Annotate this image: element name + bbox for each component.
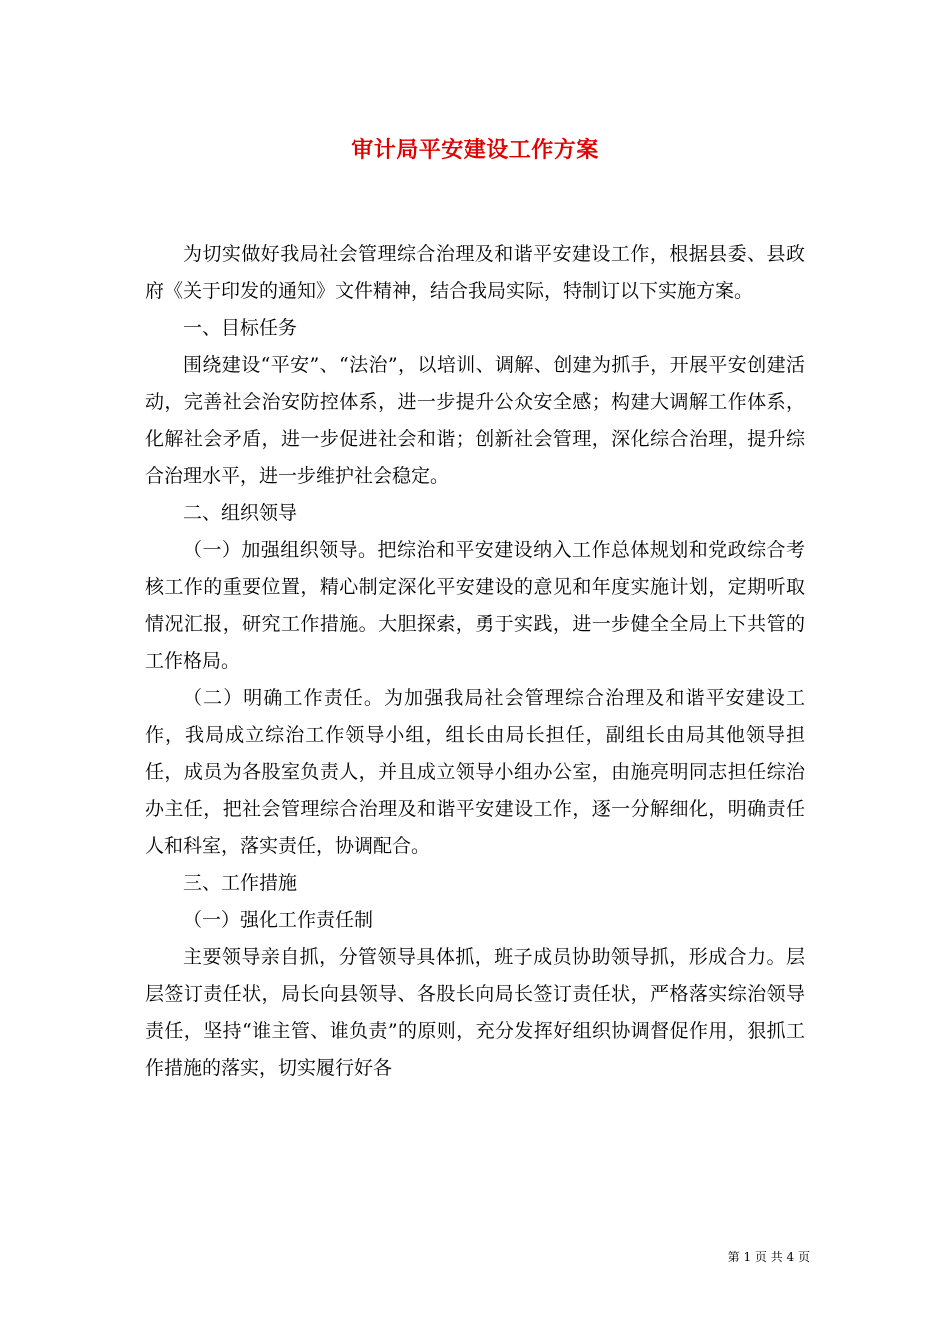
section-heading-measures: 三、工作措施	[183, 872, 298, 894]
page-number-footer: 第 1 页 共 4 页	[727, 1250, 810, 1264]
subsection-heading-responsibility: （一）强化工作责任制	[183, 909, 374, 931]
document-title: 审计局平安建设工作方案	[351, 137, 599, 163]
paragraph-responsibility: 主要领导亲自抓，分管领导具体抓，班子成员协助领导抓，形成合力。层层签订责任状，局长向县领导、各股长向局长签订责任状，严格落实综治领导责任，坚持“谁主管、谁负责”的原则，充分发挥好组织协调督促作用，狠抓工作措施的落实，切实履行好各	[145, 946, 805, 1079]
paragraph-organization-2: （二）明确工作责任。为加强我局社会管理综合治理及和谐平安建设工作，我局成立综治工作领导小组，组长由局长担任，副组长由局其他领导担任，成员为各股室负责人，并且成立领导小组办公室，由施亮明同志担任综治办主任，把社会管理综合治理及和谐平安建设工作，逐一分解细化，明确责任人和科室，落实责任，协调配合。	[145, 687, 805, 857]
paragraph-goals: 围绕建设“平安”、“法治”，以培训、调解、创建为抓手，开展平安创建活动，完善社会治安防控体系，进一步提升公众安全感；构建大调解工作体系，化解社会矛盾，进一步促进社会和谐；创新社会管理，深化综合治理，提升综合治理水平，进一步维护社会稳定。	[145, 354, 805, 487]
section-heading-goals: 一、目标任务	[183, 317, 298, 339]
section-heading-organization: 二、组织领导	[183, 502, 298, 524]
paragraph-intro: 为切实做好我局社会管理综合治理及和谐平安建设工作，根据县委、县政府《关于印发的通知》文件精神，结合我局实际，特制订以下实施方案。	[145, 243, 805, 302]
document-body	[145, 236, 805, 1087]
paragraph-organization-1: （一）加强组织领导。把综治和平安建设纳入工作总体规划和党政综合考核工作的重要位置，精心制定深化平安建设的意见和年度实施计划，定期听取情况汇报，研究工作措施。大胆探索，勇于实践，进一步健全全局上下共管的工作格局。	[145, 539, 805, 672]
